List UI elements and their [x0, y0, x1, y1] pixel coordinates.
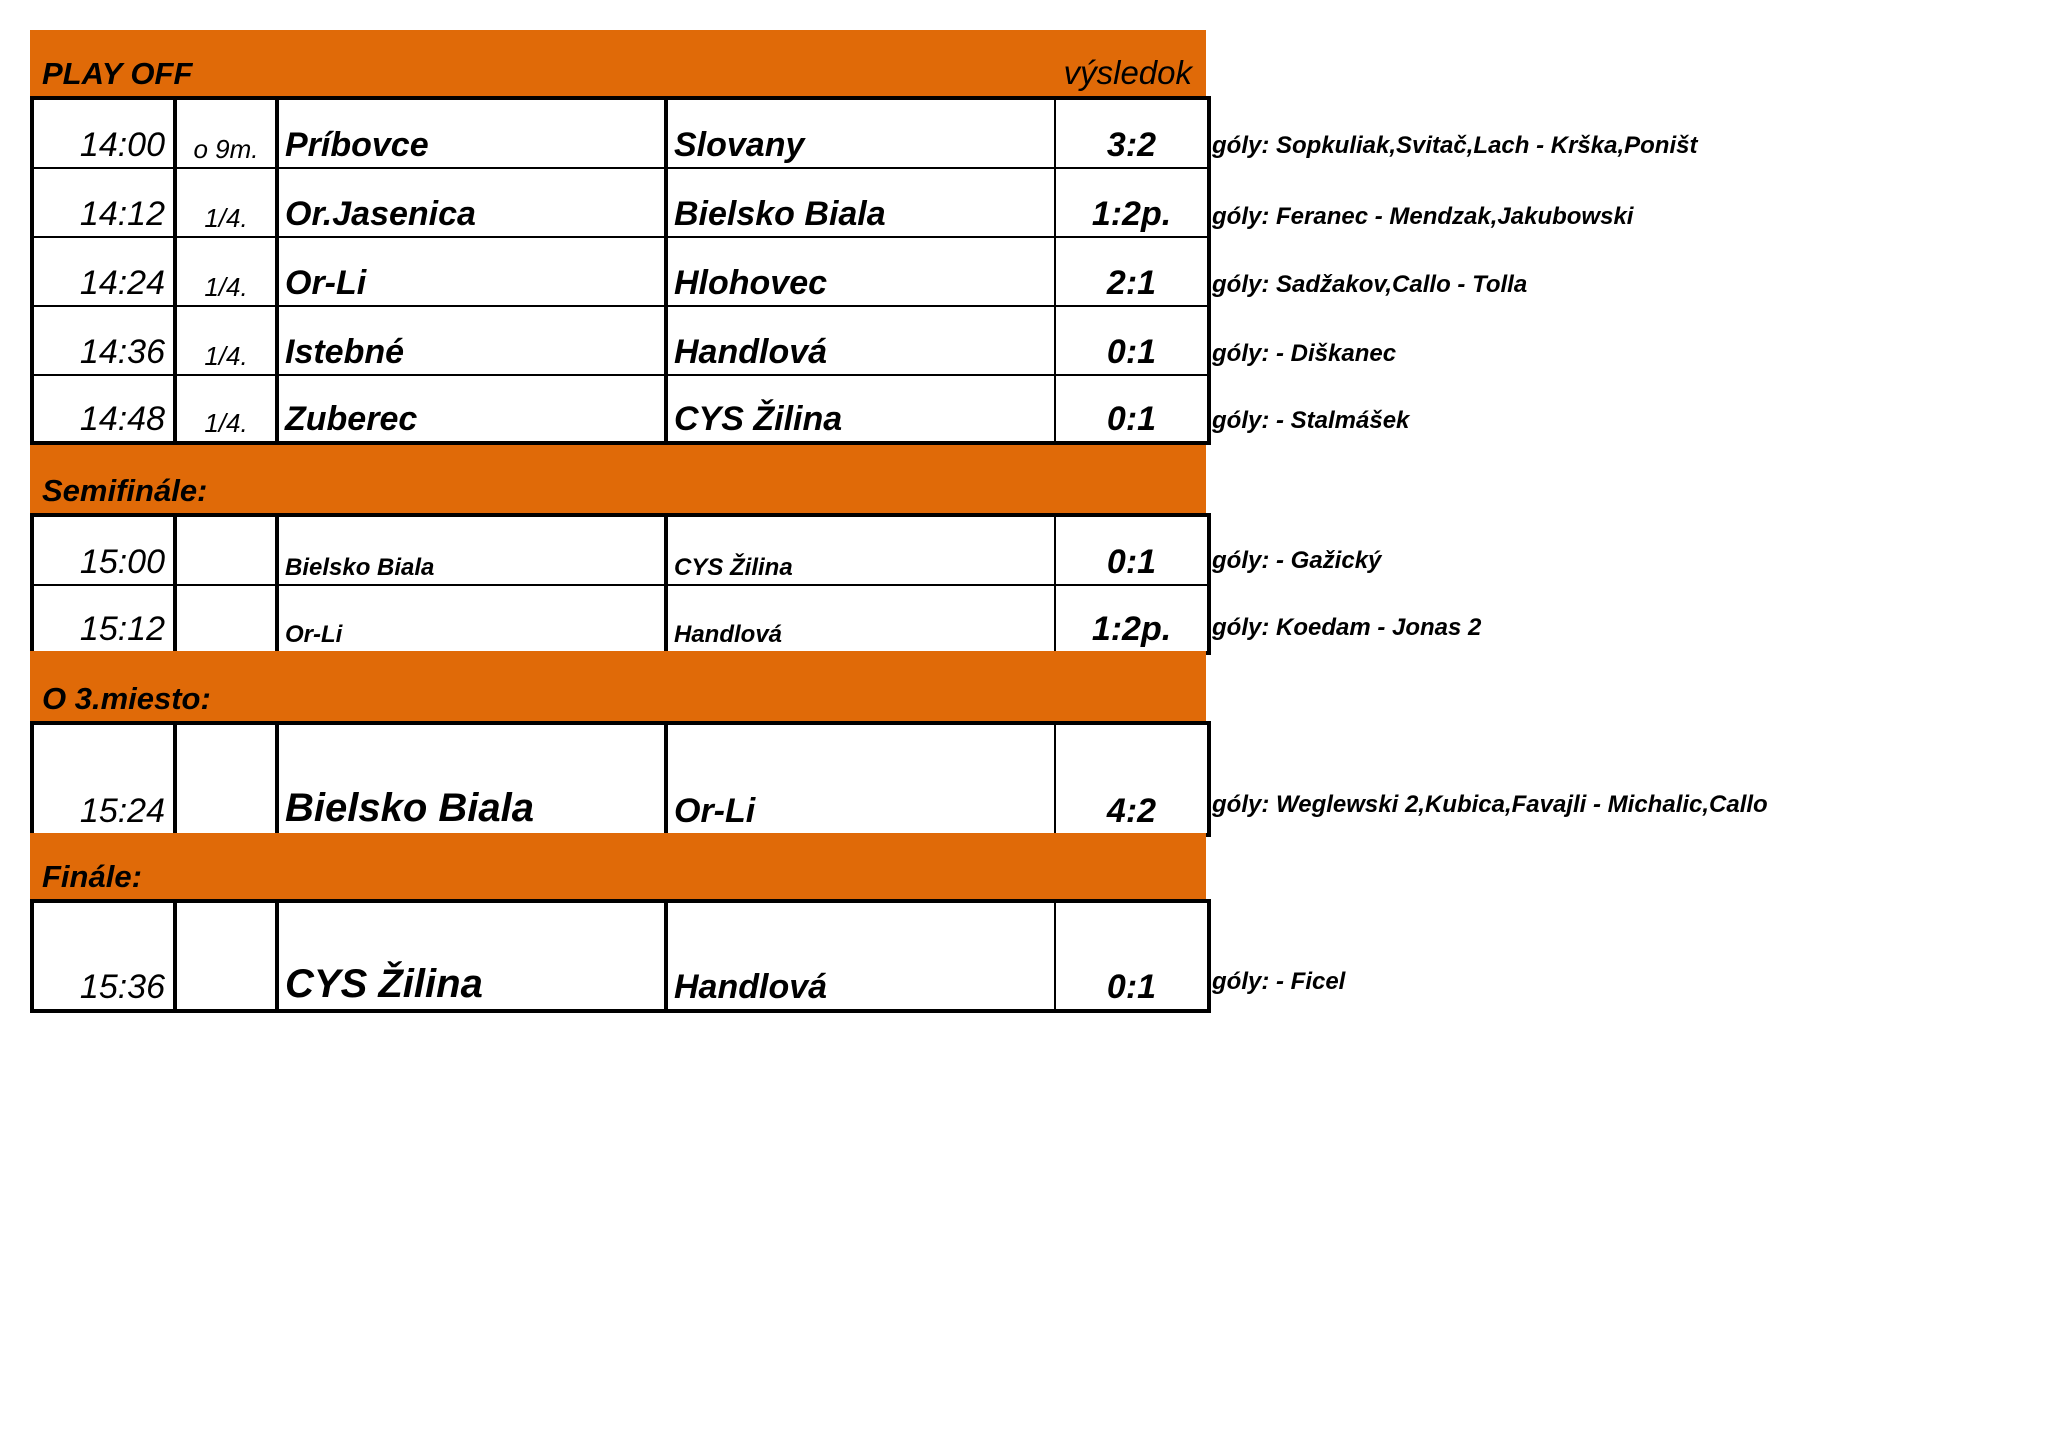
- away-team: CYS Žilina: [666, 375, 1055, 443]
- match-round: 1/4.: [175, 375, 277, 443]
- third-place-table: [30, 721, 1211, 837]
- playoff-header: [30, 30, 1206, 96]
- match-round: [175, 901, 277, 1011]
- away-team: Handlová: [666, 585, 1055, 653]
- match-time: 15:24: [32, 723, 175, 835]
- goal-scorers: góly: - Gažický: [1212, 547, 1382, 574]
- match-score: 0:1: [1055, 306, 1209, 375]
- match-round: [175, 515, 277, 585]
- match-score: 1:2p.: [1055, 168, 1209, 237]
- match-round: o 9m.: [175, 98, 277, 168]
- goal-scorers: góly: Sopkuliak,Svitač,Lach - Krška,Poništ: [1212, 132, 1698, 159]
- match-score: 1:2p.: [1055, 585, 1209, 653]
- away-team: Or-Li: [666, 723, 1055, 835]
- home-team: CYS Žilina: [277, 901, 666, 1011]
- match-score: 3:2: [1055, 98, 1209, 168]
- away-team: CYS Žilina: [666, 515, 1055, 585]
- home-team: Zuberec: [277, 375, 666, 443]
- quarterfinal-table: [30, 96, 1211, 445]
- goal-scorers: góly: Feranec - Mendzak,Jakubowski: [1212, 203, 1634, 230]
- goal-scorers: góly: - Diškanec: [1212, 340, 1397, 367]
- goal-scorers: góly: Sadžakov,Callo - Tolla: [1212, 271, 1528, 298]
- goal-scorers: góly: - Stalmášek: [1212, 407, 1410, 434]
- away-team: Slovany: [666, 98, 1055, 168]
- match-time: 14:48: [32, 375, 175, 443]
- match-row: [32, 375, 1209, 443]
- match-round: 1/4.: [175, 168, 277, 237]
- final-title: Finále:: [42, 859, 142, 894]
- goal-scorers: góly: Koedam - Jonas 2: [1212, 614, 1482, 641]
- away-team: Bielsko Biala: [666, 168, 1055, 237]
- playoff-title: PLAY OFF: [42, 56, 193, 91]
- semifinal-title: Semifinále:: [42, 473, 208, 508]
- goal-scorers: góly: - Ficel: [1212, 968, 1346, 995]
- third-place-header: [30, 651, 1206, 721]
- home-team: Istebné: [277, 306, 666, 375]
- match-round: 1/4.: [175, 237, 277, 306]
- final-header: [30, 833, 1206, 899]
- away-team: Handlová: [666, 306, 1055, 375]
- semifinal-header: [30, 445, 1206, 513]
- match-time: 14:24: [32, 237, 175, 306]
- match-score: 0:1: [1055, 515, 1209, 585]
- match-score: 4:2: [1055, 723, 1209, 835]
- match-row: [32, 515, 1209, 585]
- third-place-title: O 3.miesto:: [42, 681, 211, 716]
- match-time: 14:12: [32, 168, 175, 237]
- away-team: Hlohovec: [666, 237, 1055, 306]
- match-time: 14:36: [32, 306, 175, 375]
- match-time: 14:00: [32, 98, 175, 168]
- match-row: [32, 585, 1209, 653]
- home-team: Bielsko Biala: [277, 515, 666, 585]
- match-round: [175, 723, 277, 835]
- match-row: [32, 237, 1209, 306]
- home-team: Príbovce: [277, 98, 666, 168]
- home-team: Or-Li: [277, 585, 666, 653]
- match-row: [32, 723, 1209, 835]
- match-row: [32, 901, 1209, 1011]
- match-time: 15:12: [32, 585, 175, 653]
- final-table: [30, 899, 1211, 1013]
- home-team: Or.Jasenica: [277, 168, 666, 237]
- match-round: [175, 585, 277, 653]
- match-round: 1/4.: [175, 306, 277, 375]
- away-team: Handlová: [666, 901, 1055, 1011]
- match-score: 0:1: [1055, 901, 1209, 1011]
- match-time: 15:00: [32, 515, 175, 585]
- goal-scorers: góly: Weglewski 2,Kubica,Favajli - Michalic,Callo: [1212, 791, 1768, 818]
- match-score: 0:1: [1055, 375, 1209, 443]
- match-row: [32, 168, 1209, 237]
- match-time: 15:36: [32, 901, 175, 1011]
- semifinal-table: [30, 513, 1211, 655]
- match-row: [32, 98, 1209, 168]
- home-team: Or-Li: [277, 237, 666, 306]
- home-team: Bielsko Biala: [277, 723, 666, 835]
- match-score: 2:1: [1055, 237, 1209, 306]
- result-column-label: výsledok: [1063, 54, 1192, 91]
- match-row: [32, 306, 1209, 375]
